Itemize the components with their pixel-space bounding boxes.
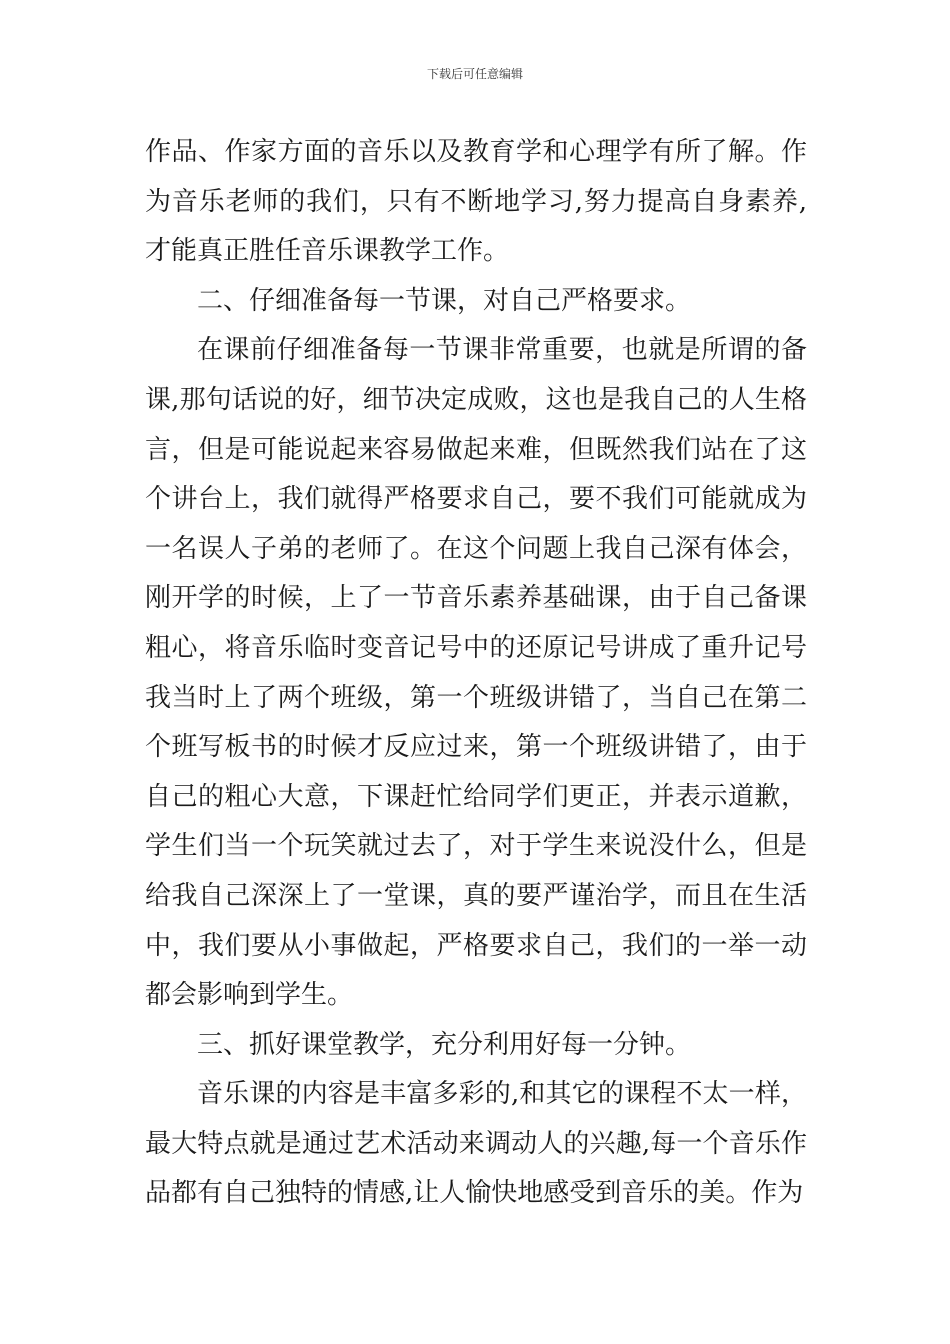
paragraph-2: 在课前仔细准备每一节课非常重要，也就是所谓的备课,那句话说的好，细节决定成败，这也是我自己的人生格言，但是可能说起来容易做起来难，但既然我们站在了这个讲台上，我们就得严格要求自己，要不我们可能就成为一名误人子弟的老师了。在这个问题上我自己深有体会，刚开学的时候，上了一节音乐素养基础课，由于自己备课粗心，将音乐临时变音记号中的还原记号讲成了重升记号我当时上了两个班级，第一个班级讲错了，当自己在第二个班写板书的时候才反应过来，第一个班级讲错了，由于自己的粗心大意，下课赶忙给同学们更正，并表示道歉，学生们当一个玩笑就过去了，对于学生来说没什么，但是给我自己深深上了一堂课，真的要严谨治学，而且在生活中，我们要从小事做起，严格要求自己，我们的一举一动都会影响到学生。	[145, 335, 807, 1011]
paragraph-3: 音乐课的内容是丰富多彩的,和其它的课程不太一样，最大特点就是通过艺术活动来调动人的兴趣,每一个音乐作品都有自己独特的情感,让人愉快地感受到音乐的美。作为	[145, 1079, 807, 1209]
paragraph-1: 作品、作家方面的音乐以及教育学和心理学有所了解。作为音乐老师的我们，只有不断地学习,努力提高自身素养,才能真正胜任音乐课教学工作。	[145, 137, 807, 267]
section-heading-3: 三、抓好课堂教学，充分利用好每一分钟。	[197, 1029, 692, 1060]
document-body	[145, 128, 807, 1219]
page-header: 下载后可任意编辑	[426, 67, 523, 81]
section-heading-2: 二、仔细准备每一节课，对自己严格要求。	[197, 285, 692, 316]
